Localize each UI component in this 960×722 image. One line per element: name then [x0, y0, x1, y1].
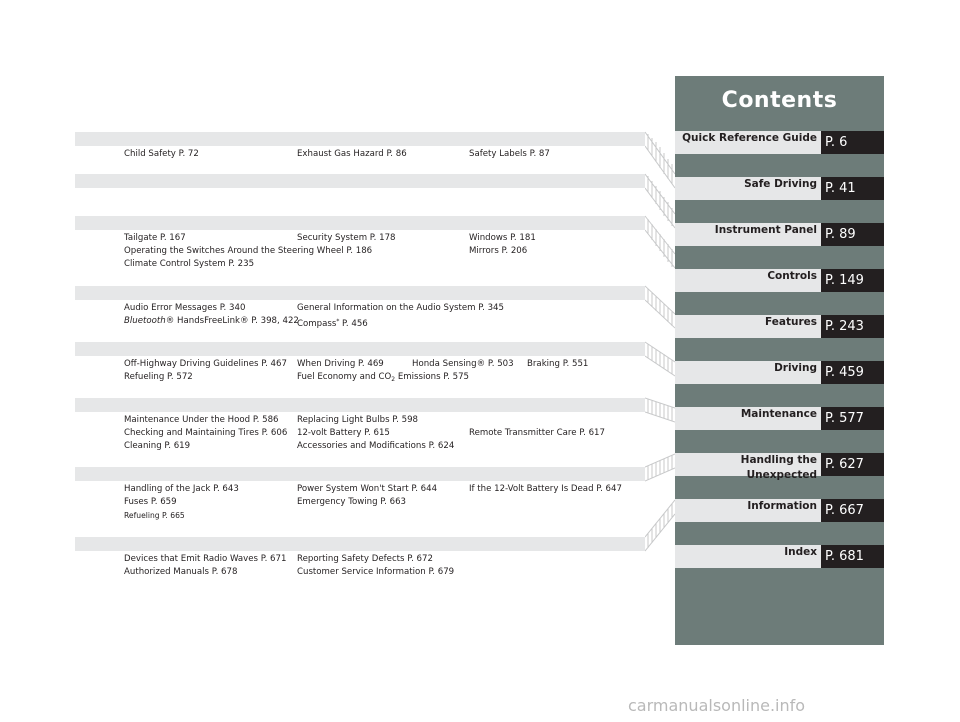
section-band-unexpected [75, 467, 645, 481]
nav-tab-features[interactable] [675, 315, 884, 338]
entry-link[interactable]: Devices that Emit Radio Waves P. 671 [124, 554, 287, 564]
nav-tab-driving[interactable] [675, 361, 884, 384]
section-band-instrument-panel [75, 174, 645, 188]
entry-link[interactable]: Tailgate P. 167 [124, 233, 186, 243]
nav-tab-page: P. 577 [821, 407, 884, 430]
nav-tab-page: P. 243 [821, 315, 884, 338]
entry-link[interactable]: Power System Won't Start P. 644 [297, 484, 438, 494]
nav-tab-instrument-panel[interactable] [675, 223, 884, 246]
nav-tab-label: Safe Driving [675, 177, 821, 200]
entry-link[interactable]: Audio Error Messages P. 340 [124, 303, 246, 313]
nav-tab-controls[interactable] [675, 269, 884, 292]
nav-tab-page: P. 459 [821, 361, 884, 384]
entry-link[interactable]: Mirrors P. 206 [469, 246, 528, 256]
entry-link[interactable]: Accessories and Modifications P. 624 [297, 441, 455, 451]
entry-link[interactable]: Refueling P. 572 [124, 372, 193, 382]
nav-tab-label: Handling the Unexpected [675, 453, 821, 476]
nav-tab-page: P. 681 [821, 545, 884, 568]
entry-link[interactable]: Refueling P. 665 [124, 511, 185, 520]
entry-link[interactable]: Customer Service Information P. 679 [297, 567, 455, 577]
section-band-safe-driving [75, 132, 645, 146]
hatch-connectors [645, 124, 675, 564]
entry-link[interactable]: Cleaning P. 619 [124, 441, 191, 451]
section-band-driving [75, 342, 645, 356]
nav-tab-page: P. 6 [821, 131, 884, 154]
contents-title: Contents [721, 88, 838, 113]
nav-tab-page: P. 41 [821, 177, 884, 200]
entry-link[interactable]: Honda Sensing® P. 503 [412, 359, 514, 369]
entry-link[interactable]: Handling of the Jack P. 643 [124, 484, 239, 494]
entry-link[interactable]: If the 12-Volt Battery Is Dead P. 647 [469, 484, 622, 494]
entry-link[interactable]: Maintenance Under the Hood P. 586 [124, 415, 279, 425]
section-band-information [75, 537, 645, 551]
entry-link[interactable]: Child Safety P. 72 [124, 149, 199, 159]
nav-tab-page: P. 667 [821, 499, 884, 522]
nav-tab-label: Instrument Panel [675, 223, 821, 246]
entry-link[interactable]: Checking and Maintaining Tires P. 606 [124, 428, 288, 438]
bluetooth-rest: ® HandsFreeLink® P. 398, 422 [165, 316, 299, 326]
entry-link[interactable] [297, 371, 469, 386]
nav-tab-page: P. 627 [821, 453, 884, 476]
nav-tab-information[interactable] [675, 499, 884, 522]
watermark: carmanualsonline.info [628, 696, 806, 715]
nav-tab-index[interactable] [675, 545, 884, 568]
entry-link[interactable]: General Information on the Audio System P. 345 [297, 303, 504, 313]
compass-page: P. 456 [339, 319, 368, 329]
entry-link[interactable] [297, 315, 368, 331]
nav-tab-label: Controls [675, 269, 821, 292]
entry-link[interactable]: Off-Highway Driving Guidelines P. 467 [124, 359, 287, 369]
entry-link[interactable]: Climate Control System P. 235 [124, 259, 255, 269]
nav-tab-safe-driving[interactable] [675, 177, 884, 200]
nav-tab-label: Index [675, 545, 821, 568]
entry-link[interactable]: Windows P. 181 [469, 233, 536, 243]
nav-tab-handling-unexpected[interactable] [675, 453, 884, 481]
entry-link[interactable]: When Driving P. 469 [297, 359, 384, 369]
nav-tab-label: Features [675, 315, 821, 338]
entry-link[interactable]: Remote Transmitter Care P. 617 [469, 428, 605, 438]
entry-link[interactable]: Replacing Light Bulbs P. 598 [297, 415, 419, 425]
nav-tab-label: Quick Reference Guide [675, 131, 821, 154]
fuel-sub: 2 [391, 376, 396, 383]
fuel-post: Emissions P. 575 [395, 372, 470, 382]
entry-link[interactable]: Security System P. 178 [297, 233, 396, 243]
nav-tab-page: P. 149 [821, 269, 884, 292]
nav-tab-page: P. 89 [821, 223, 884, 246]
entry-link[interactable]: Operating the Switches Around the Steering Wheel P. 186 [124, 246, 373, 256]
section-band-maintenance [75, 398, 645, 412]
entry-link[interactable]: Safety Labels P. 87 [469, 149, 550, 159]
nav-tab-label: Maintenance [675, 407, 821, 430]
nav-tab-quick-reference[interactable] [675, 131, 884, 154]
compass-label: Compass [297, 319, 337, 329]
nav-tab-label: Information [675, 499, 821, 522]
section-band-features [75, 286, 645, 300]
nav-tab-label: Driving [675, 361, 821, 384]
entry-link[interactable]: Authorized Manuals P. 678 [124, 567, 238, 577]
contents-sidebar [675, 76, 884, 645]
entry-link[interactable]: Exhaust Gas Hazard P. 86 [297, 149, 407, 159]
nav-tab-maintenance[interactable] [675, 407, 884, 430]
entry-link[interactable]: Fuses P. 659 [124, 497, 177, 507]
option-star: * [336, 318, 340, 325]
bluetooth-brand: Bluetooth [124, 316, 166, 326]
fuel-pre: Fuel Economy and CO [297, 372, 392, 382]
section-band-controls [75, 216, 645, 230]
entry-link[interactable]: Braking P. 551 [527, 359, 589, 369]
entry-link[interactable]: 12-volt Battery P. 615 [297, 428, 390, 438]
entry-link[interactable] [124, 315, 299, 328]
entry-link[interactable]: Reporting Safety Defects P. 672 [297, 554, 433, 564]
entry-link[interactable]: Emergency Towing P. 663 [297, 497, 407, 507]
